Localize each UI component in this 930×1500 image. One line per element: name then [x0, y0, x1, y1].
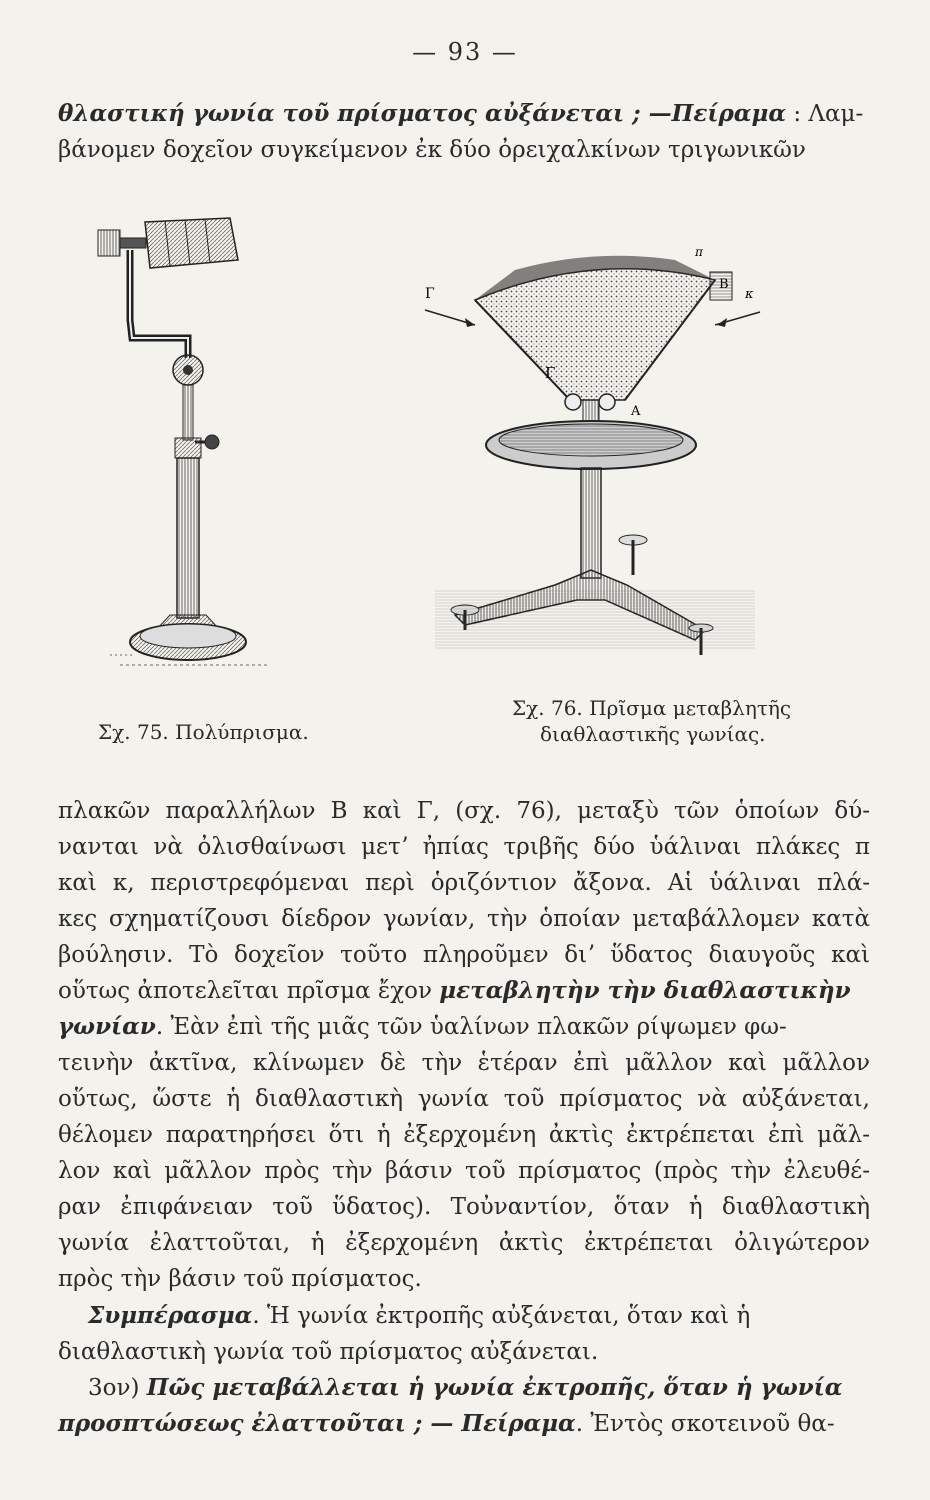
polyprism-illustration [70, 210, 380, 670]
body-line-17: 3ον) Πῶς μεταβάλλεται ἡ γωνία ἐκτροπῆς, ὅταν ἡ γωνία [88, 1374, 843, 1401]
body-line-10: θέλομεν παρατηρήσει ὅτι ἡ ἐξερχομένη ἀκτὶς ἐκτρέπεται ἐπὶ μᾶλ- [58, 1122, 870, 1148]
body-line-7: γωνίαν. Ἐὰν ἐπὶ τῆς μιᾶς τῶν ὑαλίνων πλακῶν ρίψωμεν φω- [58, 1013, 787, 1040]
body-line-8: τεινὴν ἀκτῖνα, κλίνωμεν δὲ τὴν ἑτέραν ἐπὶ μᾶλλον καὶ μᾶλλον [58, 1050, 870, 1076]
text-line-2: βάνομεν δοχεῖον συγκείμενον ἐκ δύο ὀρειχαλκίνων τριγωνικῶν [58, 137, 806, 163]
page-number: — 93 — [412, 38, 518, 66]
body-line-14: πρὸς τὴν βάσιν τοῦ πρίσματος. [58, 1266, 422, 1292]
label-gamma: Γ [545, 364, 556, 382]
label-beta: Β [719, 277, 729, 292]
figures [0, 210, 930, 746]
variable-prism-illustration [405, 230, 785, 670]
body-line-12: ραν ἐπιφάνειαν τοῦ ὕδατος). Τοὐναντίον, ὅταν ἡ διαθλαστικὴ [58, 1194, 870, 1220]
label-alpha: Α [631, 404, 641, 419]
body-line-4: κες σχηματίζουσι δίεδρον γωνίαν, τὴν ὁποίαν μεταβάλλομεν κατὰ [58, 906, 870, 932]
figure-75-caption: Σχ. 75. Πολύπρισμα. [98, 720, 309, 744]
body-line-6: οὕτως ἀποτελεῖται πρῖσμα ἔχον μεταβλητὴν τὴν διαθλαστικὴν [58, 977, 851, 1004]
body-line-3: καὶ κ, περιστρεφόμεναι περὶ ὁριζόντιον ἄξονα. Αἱ ὑάλιναι πλά- [58, 870, 870, 896]
body-line-16: διαθλαστικὴ γωνία τοῦ πρίσματος αὐξάνεται. [58, 1339, 599, 1365]
body-line-15: Συμπέρασμα. Ἡ γωνία ἐκτροπῆς αὐξάνεται, ὅταν καὶ ἡ [88, 1302, 751, 1329]
body-line-18: προσπτώσεως ἐλαττοῦται ; — Πείραμα. Ἐντὸς σκοτεινοῦ θα- [58, 1410, 835, 1437]
text-line-1: θλαστική γωνία τοῦ πρίσματος αὐξάνεται ; —Πείραμα : Λαμ- [58, 100, 864, 127]
label-gamma-top: Γ [425, 286, 435, 302]
figure-76-caption-line-2: διαθλαστικῆς γωνίας. [540, 722, 766, 746]
label-kappa: κ [745, 287, 754, 302]
body-line-1: πλακῶν παραλλήλων Β καὶ Γ, (σχ. 76), μεταξὺ τῶν ὁποίων δύ- [58, 798, 870, 824]
body-line-13: γωνία ἐλαττοῦται, ἡ ἐξερχομένη ἀκτὶς ἐκτρέπεται ὀλιγώτερον [58, 1230, 870, 1256]
body-line-9: οὕτως, ὥστε ἡ διαθλαστικὴ γωνία τοῦ πρίσματος νὰ αὐξάνεται, [58, 1086, 870, 1112]
body-line-2: νανται νὰ ὀλισθαίνωσι μετʼ ἠπίας τριβῆς δύο ὑάλιναι πλάκες π [58, 834, 870, 860]
body-line-5: βούλησιν. Τὸ δοχεῖον τοῦτο πληροῦμεν διʼ ὕδατος διαυγοῦς καὶ [58, 942, 870, 968]
body-line-11: λον καὶ μᾶλλον πρὸς τὴν βάσιν τοῦ πρίσματος (πρὸς τὴν ἐλευθέ- [58, 1158, 870, 1184]
label-pi: π [695, 245, 703, 259]
figure-76-caption-line-1: Σχ. 76. Πρῖσμα μεταβλητῆς [512, 696, 792, 720]
